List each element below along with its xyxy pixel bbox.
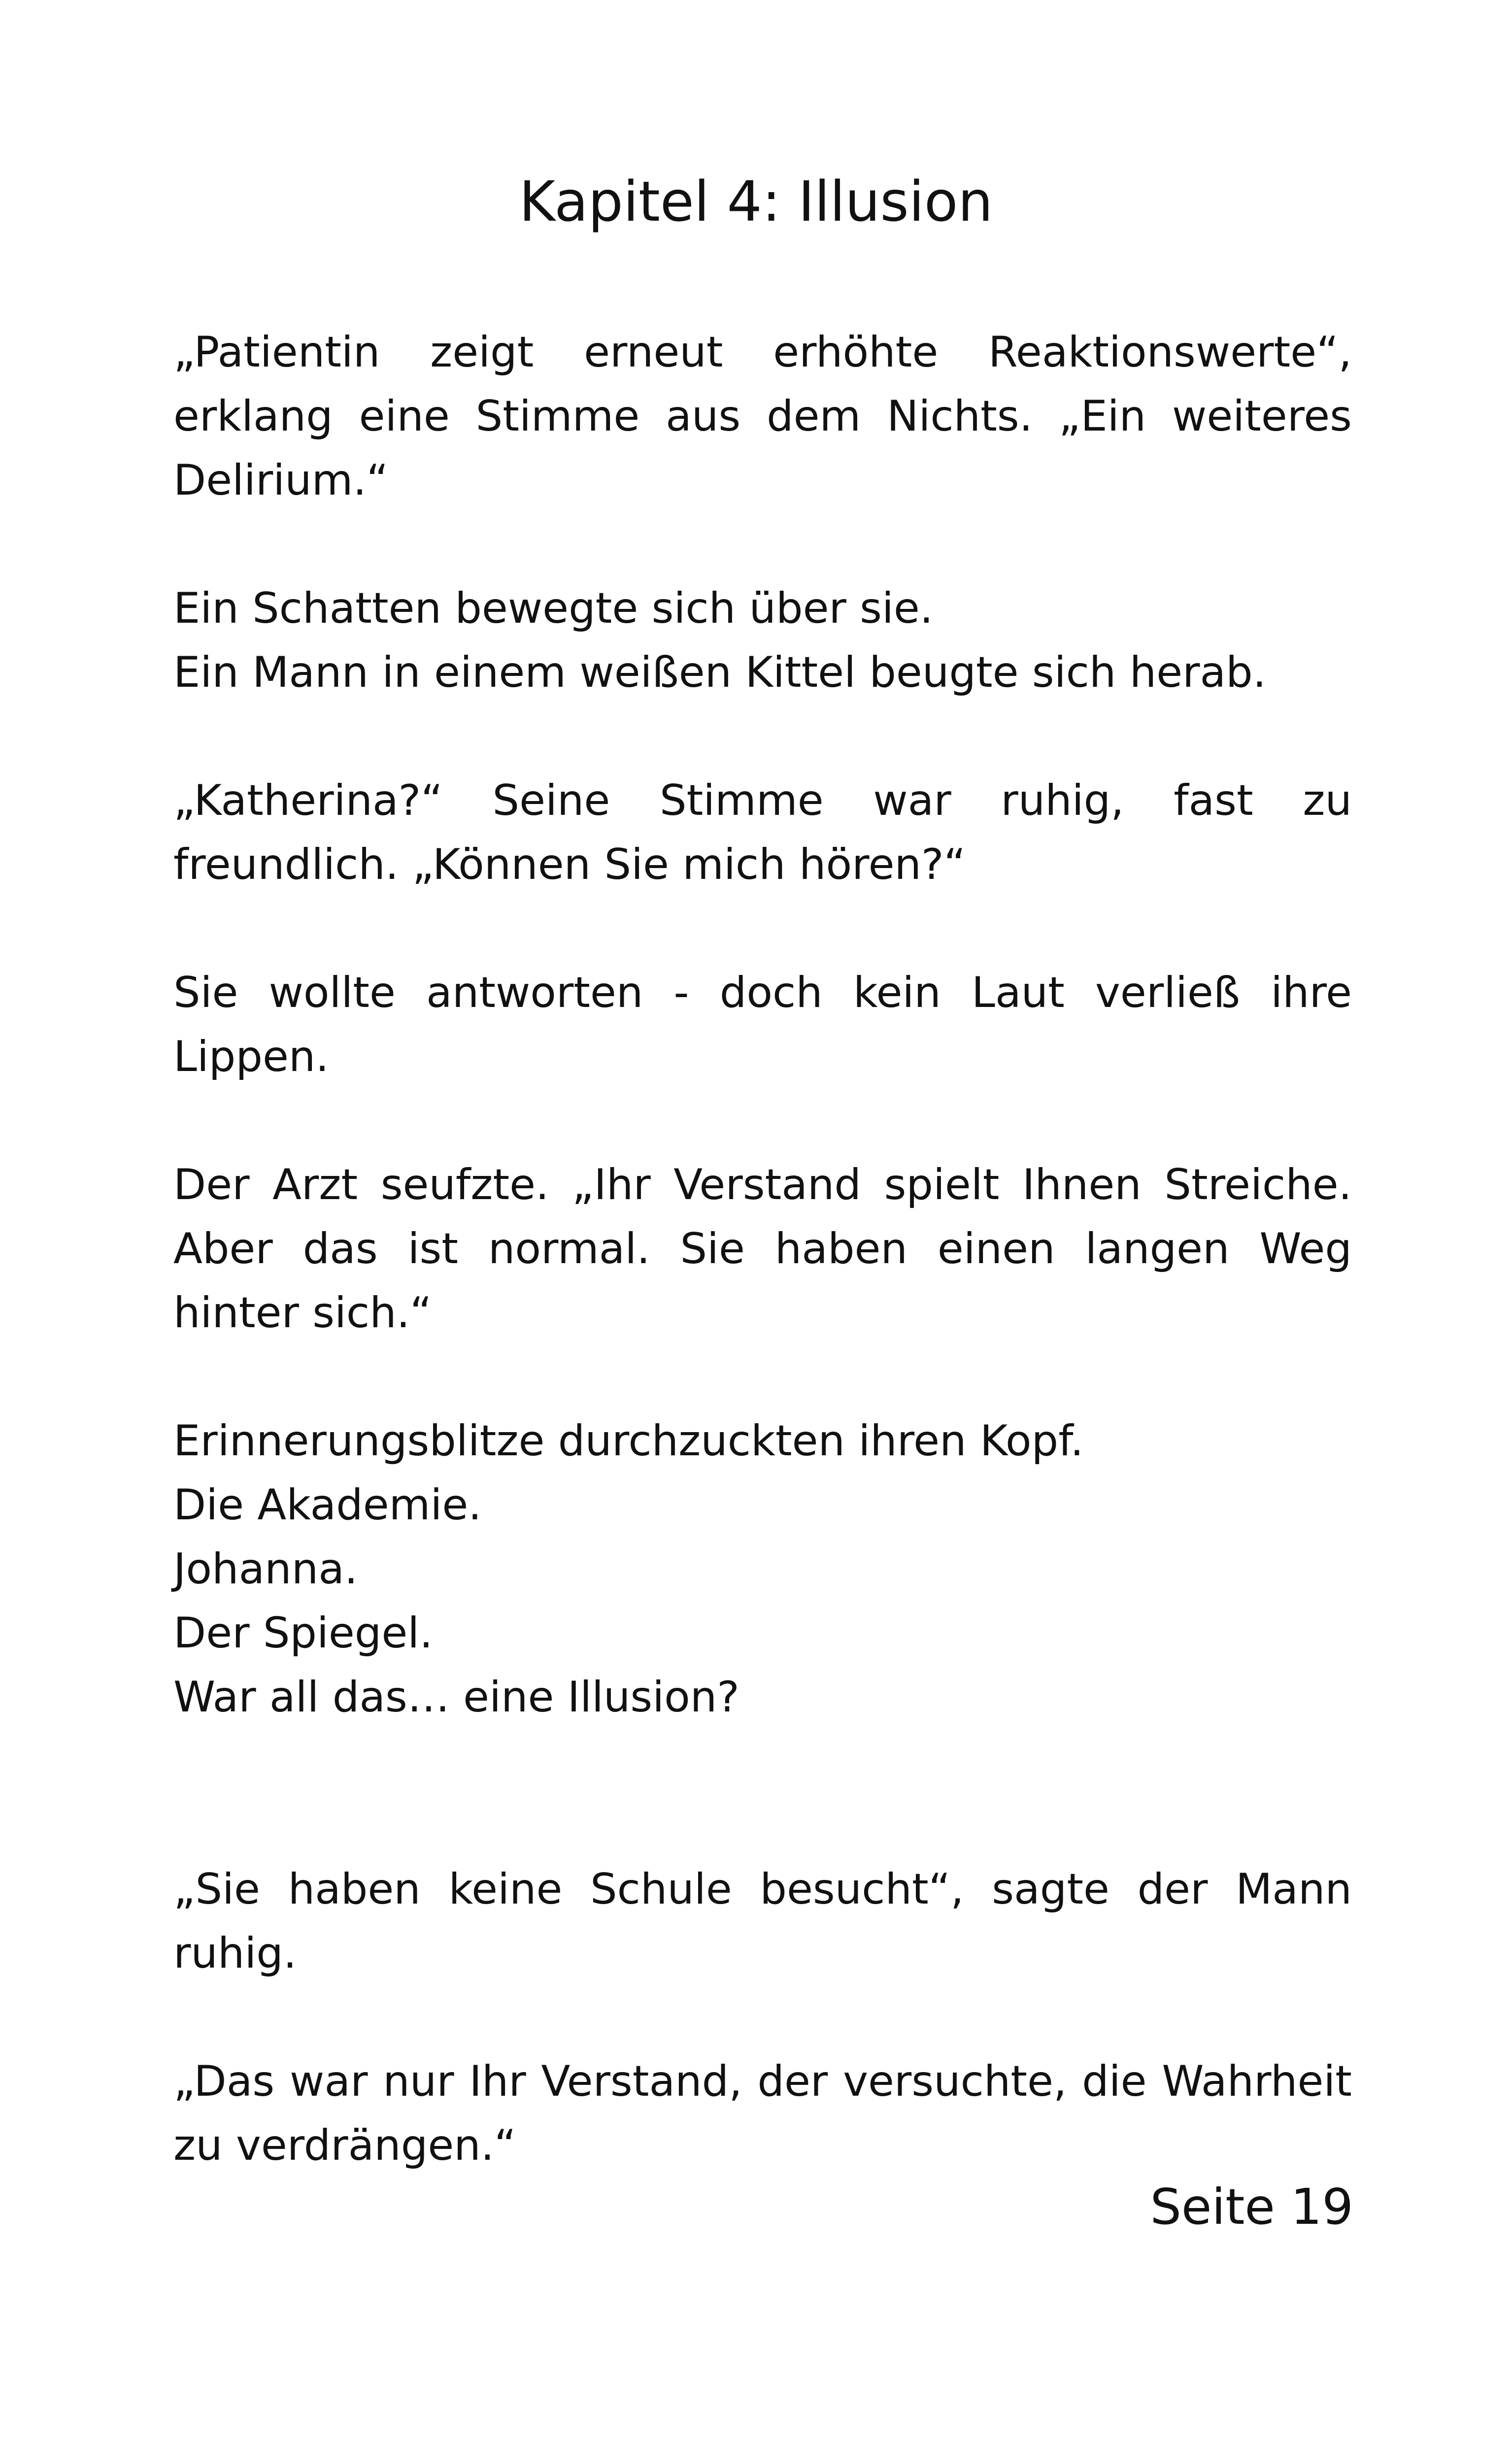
paragraph-line: Der Spiegel. <box>173 1608 433 1658</box>
chapter-body <box>173 320 1352 2242</box>
paragraph-4: Sie wollte antworten - doch kein Laut verließ ihre Lippen. <box>173 968 1352 1081</box>
paragraph-6 <box>173 1409 1352 1729</box>
chapter-title: Kapitel 4: Illusion <box>519 170 993 234</box>
paragraph-5: Der Arzt seufzte. „Ihr Verstand spielt Ihnen Streiche. Aber das ist normal. Sie haben einen langen Weg hinter sich.“ <box>173 1160 1352 1338</box>
paragraph-8: „Das war nur Ihr Verstand, der versuchte, die Wahrheit zu verdrängen.“ <box>173 2057 1352 2170</box>
paragraph-1: „Patientin zeigt erneut erhöhte Reaktionswerte“, erklang eine Stimme aus dem Nichts. „Ein weiteres Delirium.“ <box>173 328 1352 505</box>
paragraph-line: War all das… eine Illusion? <box>173 1673 739 1722</box>
paragraph-line: Erinnerungsblitze durchzuckten ihren Kopf. <box>173 1416 1084 1466</box>
paragraph-2 <box>173 576 1352 704</box>
paragraph-3: „Katherina?“ Seine Stimme war ruhig, fast zu freundlich. „Können Sie mich hören?“ <box>173 776 1352 889</box>
paragraph-line: Ein Mann in einem weißen Kittel beugte sich herab. <box>173 648 1267 697</box>
paragraph-line: Die Akademie. <box>173 1480 482 1530</box>
paragraph-7: „Sie haben keine Schule besucht“, sagte der Mann ruhig. <box>173 1865 1352 1978</box>
paragraph-line: Johanna. <box>173 1544 358 1594</box>
page-number: Seite 19 <box>1150 2178 1353 2236</box>
paragraph-line: Ein Schatten bewegte sich über sie. <box>173 584 934 633</box>
